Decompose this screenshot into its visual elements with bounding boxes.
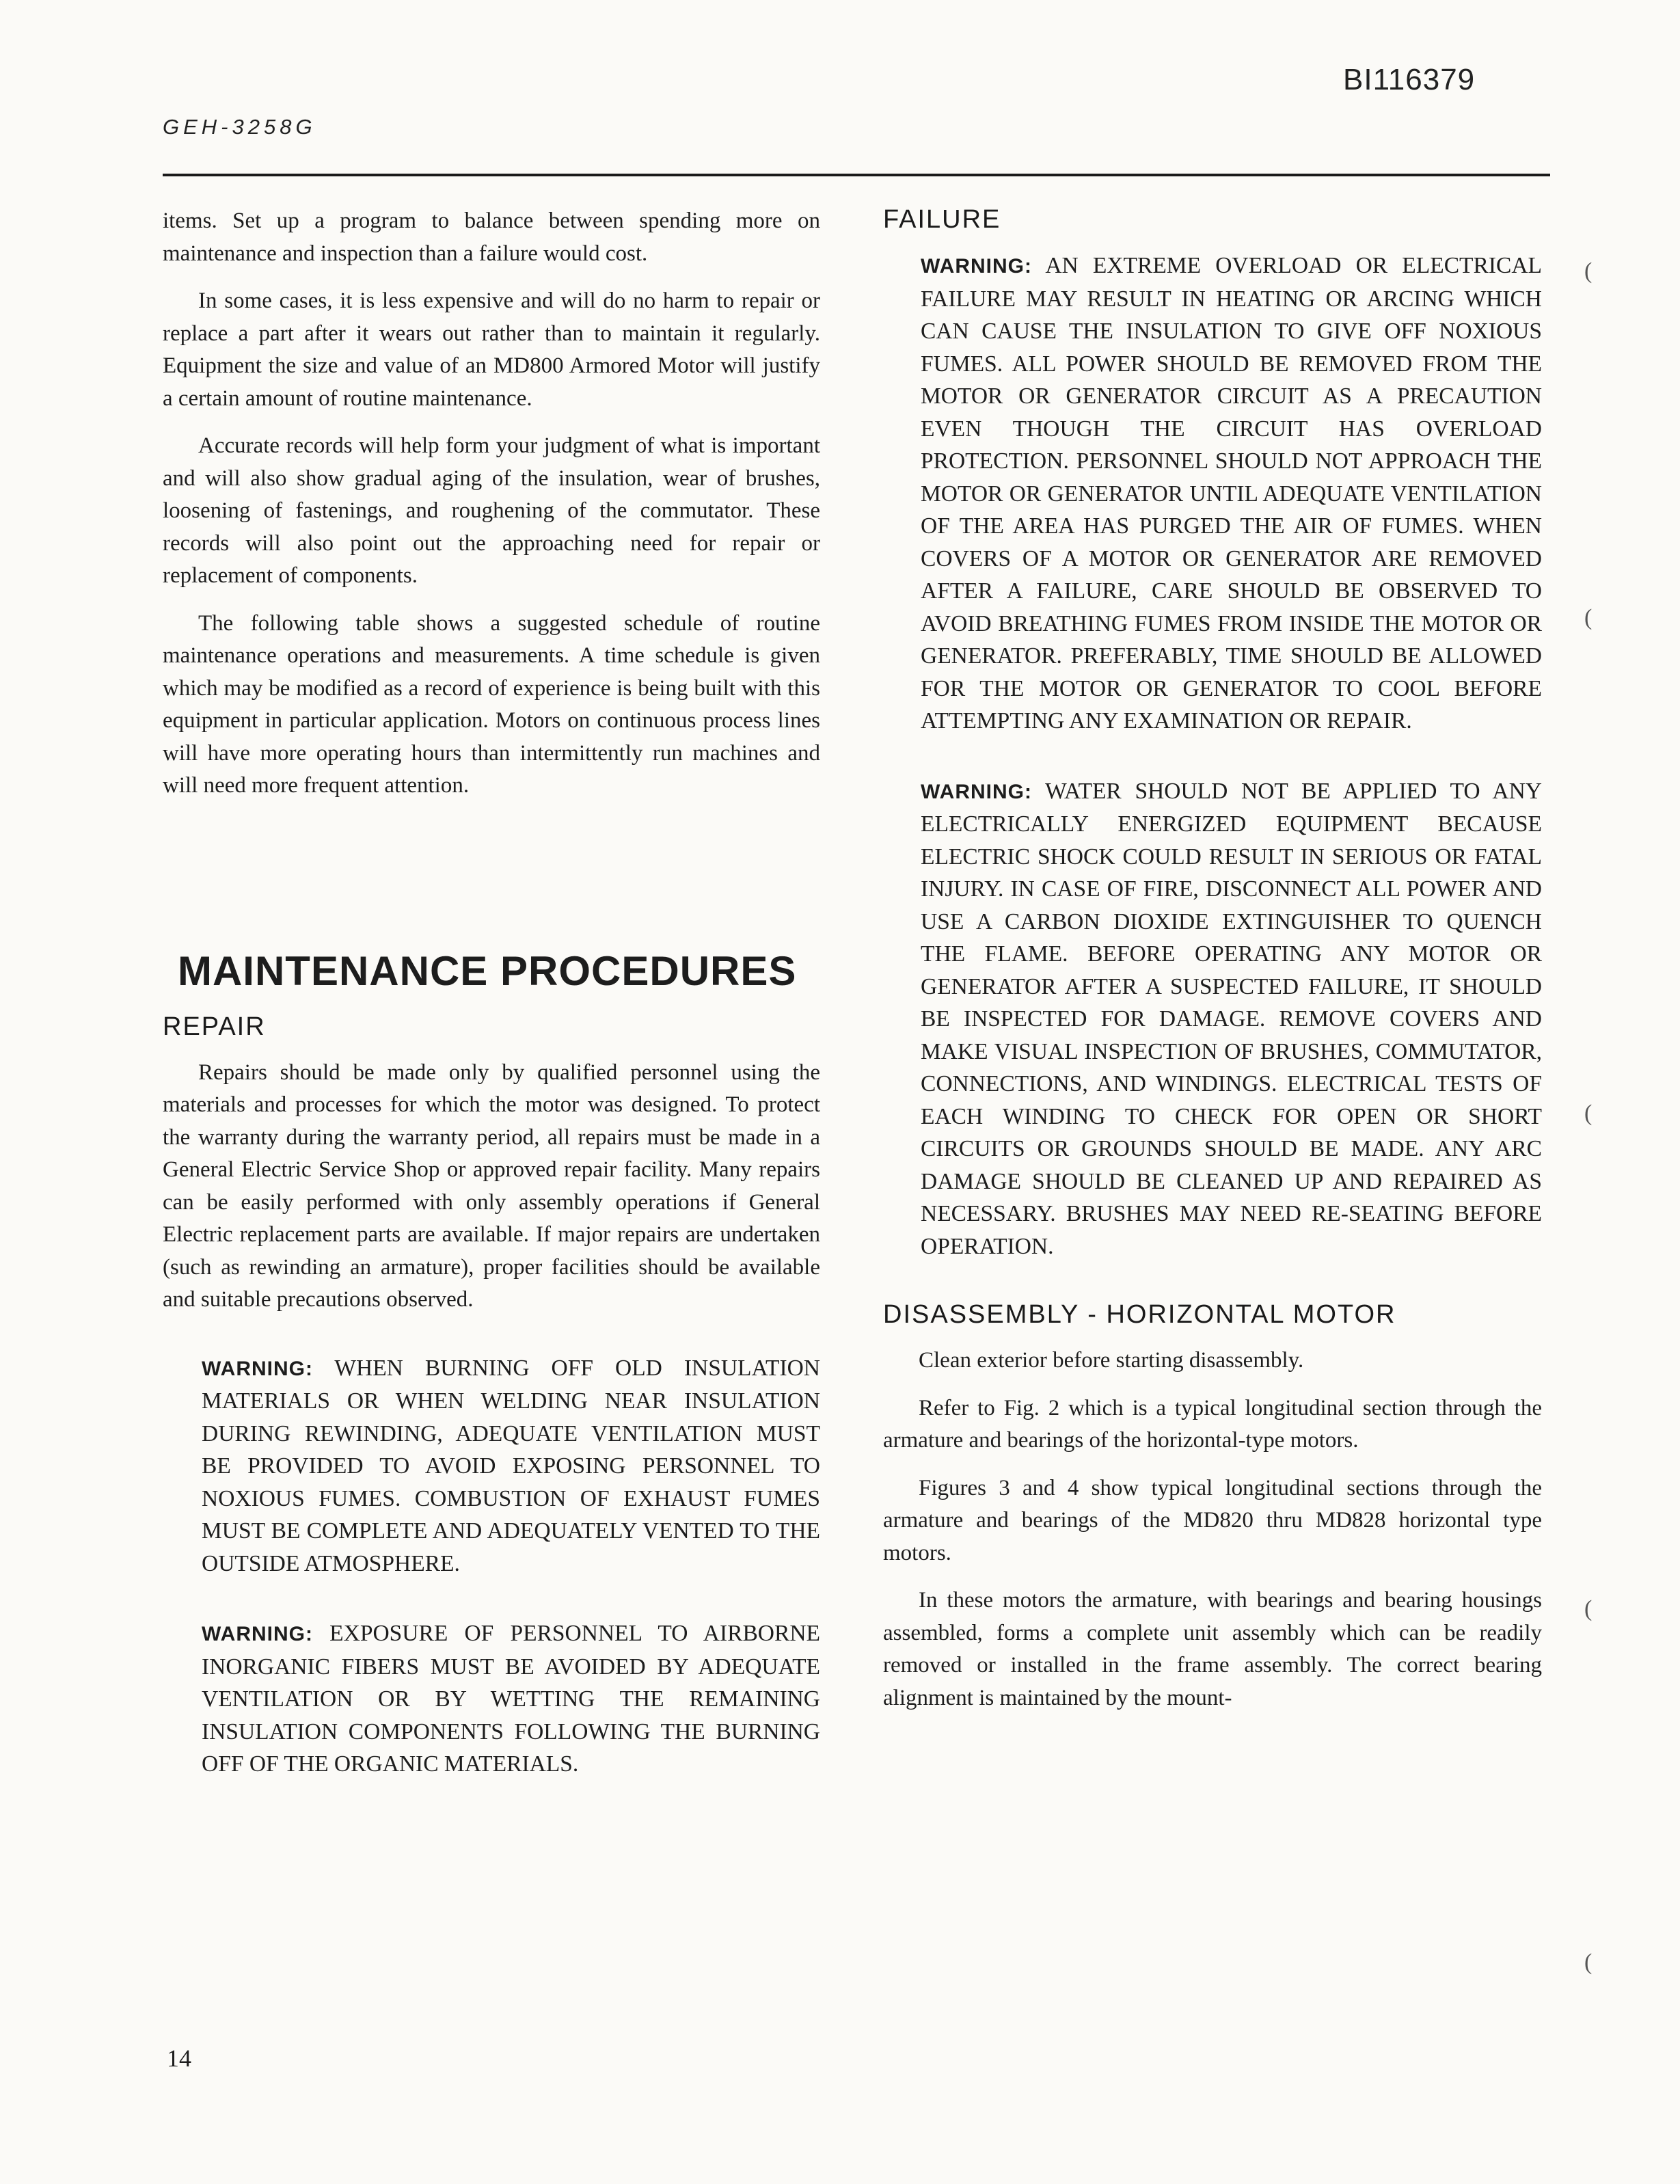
form-number: GEH-3258G [163, 115, 316, 139]
warning-block [163, 1352, 820, 1580]
right-column [883, 205, 1542, 1729]
intro-paragraph: In some cases, it is less expensive and will do no harm to repair or replace a part after it wears out rather than to maintain it regularly. Equipment the size and value of an MD800 Armored Motor will justify a certain amount of routine maintenance. [163, 288, 820, 411]
page-number: 14 [167, 2045, 191, 2072]
disassembly-paragraph: Clean exterior before starting disassembly. [919, 1348, 1304, 1373]
warning-block [883, 250, 1542, 738]
header-rule [163, 174, 1550, 176]
document-id: BI116379 [1343, 63, 1476, 96]
section-title: MAINTENANCE PROCEDURES [178, 947, 797, 994]
warning-label: WARNING: [921, 780, 1032, 803]
intro-paragraph: The following table shows a suggested schedule of routine maintenance operations and measurements. A time schedule is given which may be modified as a record of experience is being built with this equipment in particular application. Motors on continuous process lines will have more operating hours than intermittently run machines and will need more frequent attention. [163, 610, 820, 798]
warning-block [883, 775, 1542, 1263]
disassembly-paragraph: Figures 3 and 4 show typical longitudinal sections through the armature and bearings of the MD820 thru MD828 horizontal type motors. [883, 1475, 1542, 1565]
warning-text: WHEN BURNING OFF OLD INSULATION MATERIALS OR WHEN WELDING NEAR INSULATION DURING REWINDING, ADEQUATE VENTILATION MUST BE PROVIDED TO AVOID EXPOSING PERSONNEL TO NOXIOUS FUMES. COMBUSTION OF EXHAUST FUMES MUST BE COMPLETE AND ADEQUATELY VENTED TO THE OUTSIDE ATMOSPHERE. [202, 1355, 820, 1576]
repair-heading: REPAIR [163, 1012, 266, 1041]
repair-paragraph: Repairs should be made only by qualified personnel using the materials and processes for which the motor was designed. To protect the warranty during the warranty period, all repairs must be made in a General Electric Service Shop or approved repair facility. Many repairs can be easily performed with only assembly operations if General Electric replacement parts are available. If major repairs are undertaken (such as rewinding an armature), proper facilities should be available and suitable precautions observed. [163, 1060, 820, 1312]
warning-label: WARNING: [202, 1623, 313, 1645]
warning-text: AN EXTREME OVERLOAD OR ELECTRICAL FAILURE MAY RESULT IN HEATING OR ARCING WHICH CAN CAUSE THE INSULATION TO GIVE OFF NOXIOUS FUMES. ALL POWER SHOULD BE REMOVED FROM THE MOTOR OR GENERATOR CIRCUIT AS A PRECAUTION EVEN THOUGH THE CIRCUIT HAS OVERLOAD PROTECTION. PERSONNEL SHOULD NOT APPROACH THE MOTOR OR GENERATOR UNTIL ADEQUATE VENTILATION OF THE AREA HAS PURGED THE AIR OF FUMES. WHEN COVERS OF A MOTOR OR GENERATOR ARE REMOVED AFTER A FAILURE, CARE SHOULD BE OBSERVED TO AVOID BREATHING FUMES FROM INSIDE THE MOTOR OR GENERATOR. PREFERABLY, TIME SHOULD BE ALLOWED FOR THE MOTOR OR GENERATOR TO COOL BEFORE ATTEMPTING ANY EXAMINATION OR REPAIR. [921, 253, 1543, 733]
failure-heading: FAILURE [883, 205, 1001, 234]
margin-mark: ( [1584, 1596, 1593, 1621]
warning-text: EXPOSURE OF PERSONNEL TO AIRBORNE INORGANIC FIBERS MUST BE AVOIDED BY ADEQUATE VENTILATION OR BY WETTING THE REMAINING INSULATION COMPONENTS FOLLOWING THE BURNING OFF OF THE ORGANIC MATERIALS. [202, 1621, 821, 1777]
warning-text: WATER SHOULD NOT BE APPLIED TO ANY ELECTRICALLY ENERGIZED EQUIPMENT BECAUSE ELECTRIC SHOCK COULD RESULT IN SERIOUS OR FATAL INJURY. IN CASE OF FIRE, DISCONNECT ALL POWER AND USE A CARBON DIOXIDE EXTINGUISHER TO QUENCH THE FLAME. BEFORE OPERATING ANY MOTOR OR GENERATOR AFTER A SUSPECTED FAILURE, IT SHOULD BE INSPECTED FOR DAMAGE. REMOVE COVERS AND MAKE VISUAL INSPECTION OF BRUSHES, COMMUTATOR, CONNECTIONS, AND WINDINGS. ELECTRICAL TESTS OF EACH WINDING TO CHECK FOR OPEN OR SHORT CIRCUITS OR GROUNDS SHOULD BE MADE. ANY ARC DAMAGE SHOULD BE CLEANED UP AND REPAIRED AS NECESSARY. BRUSHES MAY NEED RE-SEATING BEFORE OPERATION. [921, 778, 1542, 1259]
intro-paragraph: items. Set up a program to balance between spending more on maintenance and inspection than a failure would cost. [163, 208, 820, 266]
disassembly-heading: DISASSEMBLY - HORIZONTAL MOTOR [883, 1300, 1396, 1329]
margin-mark: ( [1584, 258, 1593, 284]
intro-paragraph: Accurate records will help form your judgment of what is important and will also show gradual aging of the insulation, wear of brushes, loosening of fastenings, and roughening of the commutator. These records will also point out the approaching need for repair or replacement of components. [163, 433, 820, 588]
disassembly-paragraph: In these motors the armature, with bearings and bearing housings assembled, forms a complete unit assembly which can be readily removed or installed in the frame assembly. The correct bearing alignment is maintained by the mount- [883, 1588, 1542, 1710]
warning-label: WARNING: [202, 1357, 313, 1380]
margin-mark: ( [1584, 1101, 1593, 1126]
warning-block [163, 1617, 820, 1781]
disassembly-paragraph: Refer to Fig. 2 which is a typical longitudinal section through the armature and bearings of the horizontal-type motors. [883, 1395, 1542, 1453]
warning-label: WARNING: [921, 255, 1032, 278]
margin-mark: ( [1584, 1950, 1593, 1975]
left-column [163, 205, 820, 1818]
margin-mark: ( [1584, 605, 1593, 630]
